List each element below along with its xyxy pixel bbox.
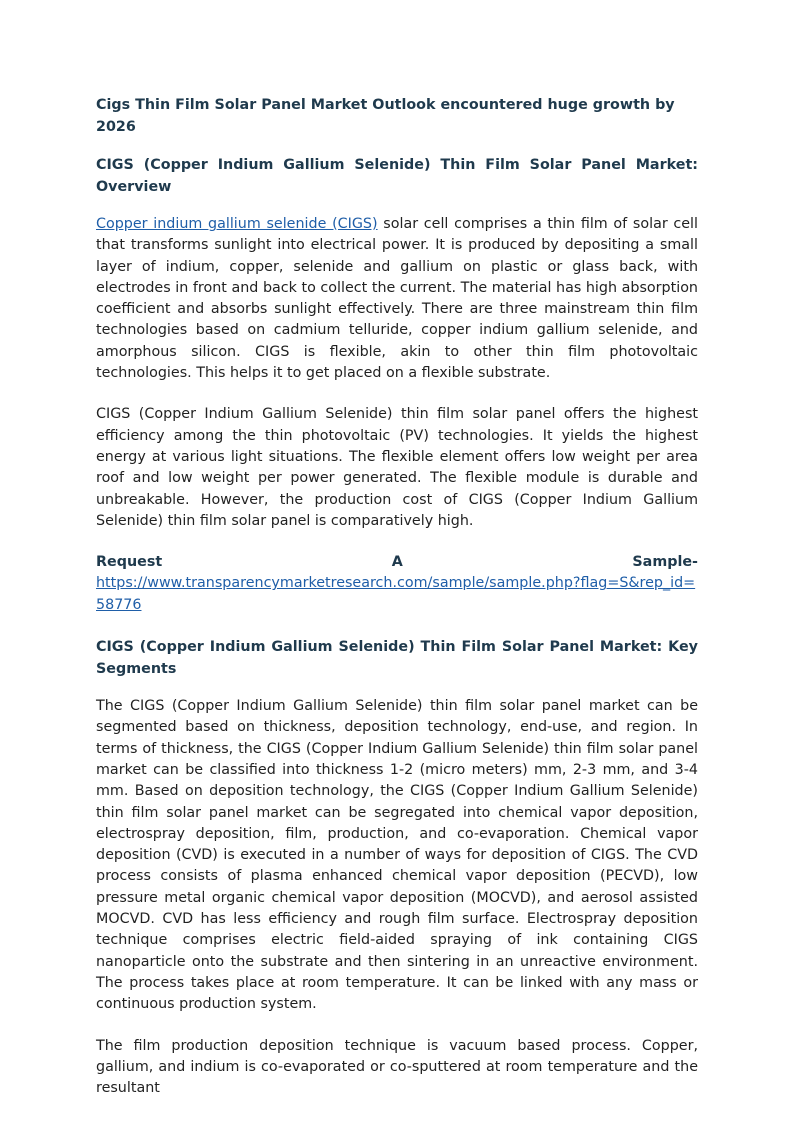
document-title: Cigs Thin Film Solar Panel Market Outlook encountered huge growth by 2026 (96, 97, 675, 135)
segments-paragraph-1: The CIGS (Copper Indium Gallium Selenide) thin film solar panel market can be segmented based on thickness, deposition technology, end-use, and region. In terms of thickness, the CIGS (Copper Indium Gallium Selenide) thin film solar panel market can be classified into thickness 1-2 (micro meters) mm, 2-3 mm, and 3-4 mm. Based on deposition technology, the CIGS (Copper Indium Gallium Selenide) thin film solar panel market can be segregated into chemical vapor deposition, electrospray deposition, film, production, and co-evaporation. Chemical vapor deposition (CVD) is executed in a number of ways for deposition of CIGS. The CVD process consists of plasma enhanced chemical vapor deposition (PECVD), low pressure metal organic chemical vapor deposition (MOCVD), and aerosol assisted MOCVD. CVD has less efficiency and rough film surface. Electrospray deposition technique comprises electric field-aided spraying of ink containing CIGS nanoparticle onto the substrate and then sintering in an unreactive environment. The process takes place at room temperature. It can be linked with any mass or continuous production system. (96, 698, 698, 1013)
request-word: Request (96, 554, 163, 571)
segments-paragraph-2: The film production deposition technique is vacuum based process. Copper, gallium, and indium is co-evaporated or co-sputtered at room temperature and the resultant (96, 1037, 698, 1097)
sample-word: Sample- (632, 554, 698, 571)
request-sample-label (96, 552, 698, 573)
document-page (96, 94, 698, 1119)
request-sample-block (96, 552, 698, 616)
a-word: A (391, 554, 403, 571)
overview-paragraph-1-text: solar cell comprises a thin film of solar cell that transforms sunlight into electrical power. It is produced by depositing a small layer of indium, copper, selenide and gallium on plastic or glass back, with electrodes in front and back to collect the current. The material has high absorption coefficient and absorbs sunlight effectively. There are three mainstream thin film technologies based on cadmium telluride, copper indium gallium selenide, and amorphous silicon. CIGS is flexible, akin to other thin film photovoltaic technologies. This helps it to get placed on a flexible substrate. (96, 216, 699, 382)
cigs-link[interactable]: Copper indium gallium selenide (CIGS) (96, 216, 378, 232)
overview-paragraph-1 (96, 214, 698, 384)
overview-paragraph-2: CIGS (Copper Indium Gallium Selenide) thin film solar panel offers the highest efficiency among the thin photovoltaic (PV) technologies. It yields the highest energy at various light situations. The flexible element offers low weight per area roof and low weight per power generated. The flexible module is durable and unbreakable. However, the production cost of CIGS (Copper Indium Gallium Selenide) thin film solar panel is comparatively high. (96, 406, 698, 529)
key-segments-heading: CIGS (Copper Indium Gallium Selenide) Thin Film Solar Panel Market: Key Segments (96, 639, 698, 678)
overview-heading: CIGS (Copper Indium Gallium Selenide) Thin Film Solar Panel Market: Overview (96, 157, 698, 195)
request-sample-link[interactable]: https://www.transparencymarketresearch.com/sample/sample.php?flag=S&rep_id=58776 (96, 575, 696, 613)
